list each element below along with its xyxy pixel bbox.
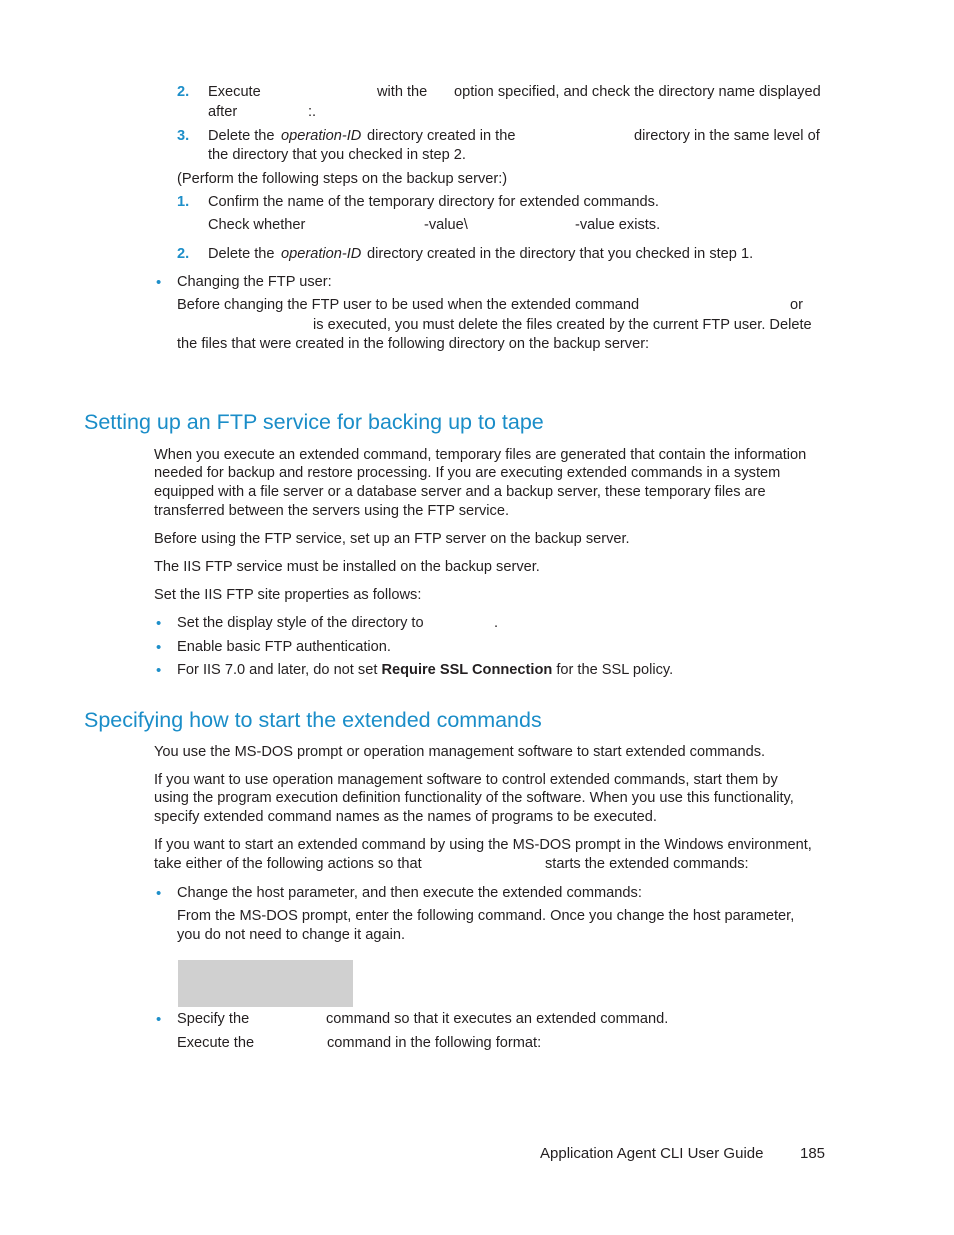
backup-server-note: (Perform the following steps on the backup server:)	[177, 171, 508, 187]
step-b2-text-rest: directory created in the directory that you checked in step 1.	[367, 246, 754, 262]
step-3-text-created: directory created in the	[367, 128, 516, 144]
ftp-user-title: Changing the FTP user:	[177, 274, 332, 290]
section1-bullet-2: Enable basic FTP authentication.	[177, 639, 391, 655]
ftp-user-line1: Before changing the FTP user to be used when the extended command	[177, 297, 640, 313]
step-b1-value-exists: -value exists.	[575, 217, 661, 233]
section2-p3-line1: If you want to start an extended command by using the MS-DOS prompt in the Windows environment,	[154, 837, 812, 853]
section1-bullet-3-bold: Require SSL Connection	[381, 662, 553, 678]
bullet-icon: •	[156, 662, 162, 679]
section-heading-ftp-service: Setting up an FTP service for backing up to tape	[84, 410, 544, 434]
step-2-text-after: after	[208, 104, 238, 120]
section1-paragraph-3: The IIS FTP service must be installed on the backup server.	[154, 559, 540, 575]
section2-bullet-2b: command so that it executes an extended command.	[326, 1011, 669, 1027]
section1-bullet-3	[177, 661, 673, 680]
section2-p2-line: If you want to use operation management software to control extended commands, start them by	[154, 772, 778, 788]
section2-p3-line2b: starts the extended commands:	[545, 856, 749, 872]
step-2-text-execute: Execute	[208, 84, 261, 100]
step-2-number: 2.	[177, 84, 190, 100]
ftp-user-line1-or: or	[790, 297, 803, 313]
step-b2-number: 2.	[177, 246, 190, 262]
section-heading-start-commands: Specifying how to start the extended commands	[84, 708, 542, 732]
section1-paragraph-4: Set the IIS FTP site properties as follows:	[154, 587, 422, 603]
step-3-text-delete: Delete the	[208, 128, 275, 144]
step-2-text-with-the: with the	[377, 84, 428, 100]
step-b2-text-operation-id: operation-ID	[281, 246, 362, 262]
bullet-icon: •	[156, 885, 162, 902]
section1-p1-line: needed for backup and restore processing. If you are executing extended commands in a system	[154, 465, 781, 481]
section2-p2-line: using the program execution definition functionality of the software. When you use this functionality,	[154, 790, 794, 806]
section1-bullet-3-c: for the SSL policy.	[556, 662, 674, 678]
bullet-icon: •	[156, 1011, 162, 1028]
section1-bullet-1: Set the display style of the directory to	[177, 615, 424, 631]
step-b1-value-path: -value\	[424, 217, 468, 233]
page-number: 185	[800, 1145, 826, 1162]
section2-p3-line2a: take either of the following actions so that	[154, 856, 422, 872]
step-b2-text-delete: Delete the	[208, 246, 275, 262]
section2-bullet-1-sub2: you do not need to change it again.	[177, 927, 406, 943]
section1-p1-line: equipped with a file server or a database server and a backup server, these temporary files are	[154, 484, 766, 500]
section2-p2-line: specify extended command names as the names of programs to be executed.	[154, 809, 657, 825]
ftp-user-line2: is executed, you must delete the files created by the current FTP user. Delete	[313, 317, 812, 333]
footer-title: Application Agent CLI User Guide	[540, 1145, 764, 1162]
step-2-text-option: option specified, and check the directory name displayed	[454, 84, 821, 100]
step-3-number: 3.	[177, 128, 190, 144]
step-2-text-colon: :.	[308, 104, 317, 120]
section2-bullet-1: Change the host parameter, and then execute the extended commands:	[177, 885, 642, 901]
section1-p1-line: transferred between the servers using the FTP service.	[154, 503, 510, 519]
section2-bullet-1-sub1: From the MS-DOS prompt, enter the following command. Once you change the host parameter,	[177, 908, 795, 924]
ftp-user-line3: the files that were created in the following directory on the backup server:	[177, 336, 650, 352]
bullet-icon: •	[156, 639, 162, 656]
step-3-text-operation-id: operation-ID	[281, 128, 362, 144]
section1-bullet-3-a: For IIS 7.0 and later, do not set	[177, 662, 378, 678]
step-b1-number: 1.	[177, 194, 190, 210]
section2-paragraph-1: You use the MS-DOS prompt or operation management software to start extended commands.	[154, 744, 766, 760]
bullet-icon: •	[156, 274, 162, 291]
step-3-text-line2: the directory that you checked in step 2.	[208, 147, 466, 163]
section2-bullet-2-sub-b: command in the following format:	[327, 1035, 542, 1051]
code-block	[178, 960, 353, 1007]
step-b1-text: Confirm the name of the temporary directory for extended commands.	[208, 194, 659, 210]
step-3-text-same-level: directory in the same level of	[634, 128, 820, 144]
step-b1-check-whether: Check whether	[208, 217, 306, 233]
section2-bullet-2a: Specify the	[177, 1011, 250, 1027]
section1-p1-line: When you execute an extended command, temporary files are generated that contain the information	[154, 447, 807, 463]
section1-paragraph-2: Before using the FTP service, set up an FTP server on the backup server.	[154, 531, 630, 547]
section2-bullet-2-sub-a: Execute the	[177, 1035, 255, 1051]
section1-bullet-1-period: .	[494, 615, 499, 631]
bullet-icon: •	[156, 615, 162, 632]
